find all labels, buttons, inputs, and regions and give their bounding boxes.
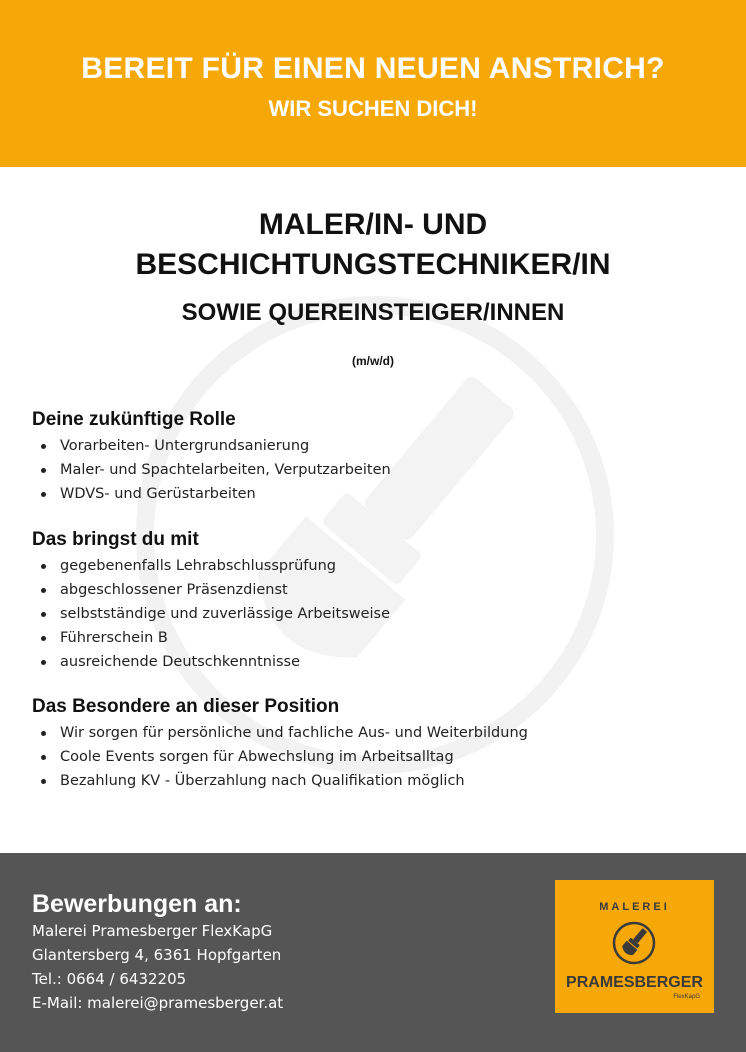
company-name: Malerei Pramesberger FlexKapG [32, 922, 273, 940]
paint-brush-icon [611, 920, 657, 966]
header-title: BEREIT FÜR EINEN NEUEN ANSTRICH? [81, 52, 665, 85]
company-email: E-Mail: malerei@pramesberger.at [32, 994, 284, 1012]
section-benefits [32, 696, 712, 793]
list-item: WDVS- und Gerüstarbeiten [60, 482, 712, 506]
company-phone: Tel.: 0664 / 6432205 [32, 970, 187, 988]
company-logo [555, 880, 714, 1013]
list-item: Wir sorgen für persönliche und fachliche Aus- und Weiterbildung [60, 721, 712, 745]
list-item: Maler- und Spachtelarbeiten, Verputzarbeiten [60, 458, 712, 482]
job-subtitle: SOWIE QUEREINSTEIGER/INNEN [181, 299, 565, 326]
bullet-list [32, 721, 712, 793]
gender-note: (m/w/d) [352, 354, 394, 368]
company-address: Glantersberg 4, 6361 Hopfgarten [32, 946, 282, 964]
header-subtitle: WIR SUCHEN DICH! [268, 96, 478, 121]
section-heading: Das Besondere an dieser Position [32, 696, 340, 717]
header-banner [0, 0, 746, 167]
job-title-line-2: BESCHICHTUNGSTECHNIKER/IN [135, 248, 611, 281]
section-role [32, 409, 712, 506]
footer-heading: Bewerbungen an: [32, 890, 242, 918]
section-requirements [32, 529, 712, 674]
list-item: Führerschein B [60, 626, 712, 650]
logo-sub-text: FlexKapG [673, 994, 700, 1000]
section-heading: Deine zukünftige Rolle [32, 409, 236, 430]
list-item: Bezahlung KV - Überzahlung nach Qualifikation möglich [60, 769, 712, 793]
bullet-list [32, 554, 712, 674]
list-item: ausreichende Deutschkenntnisse [60, 650, 712, 674]
list-item: abgeschlossener Präsenzdienst [60, 578, 712, 602]
logo-name-text: PRAMESBERGER [566, 974, 703, 991]
footer-contact [0, 853, 746, 1052]
section-heading: Das bringst du mit [32, 529, 199, 550]
job-title [0, 205, 746, 285]
list-item: Vorarbeiten- Untergrundsanierung [60, 434, 712, 458]
list-item: Coole Events sorgen für Abwechslung im Arbeitsalltag [60, 745, 712, 769]
logo-top-text: MALEREI [599, 901, 670, 913]
list-item: selbstständige und zuverlässige Arbeitsweise [60, 602, 712, 626]
bullet-list [32, 434, 712, 506]
list-item: gegebenenfalls Lehrabschlussprüfung [60, 554, 712, 578]
job-title-line-1: MALER/IN- UND [258, 208, 488, 241]
